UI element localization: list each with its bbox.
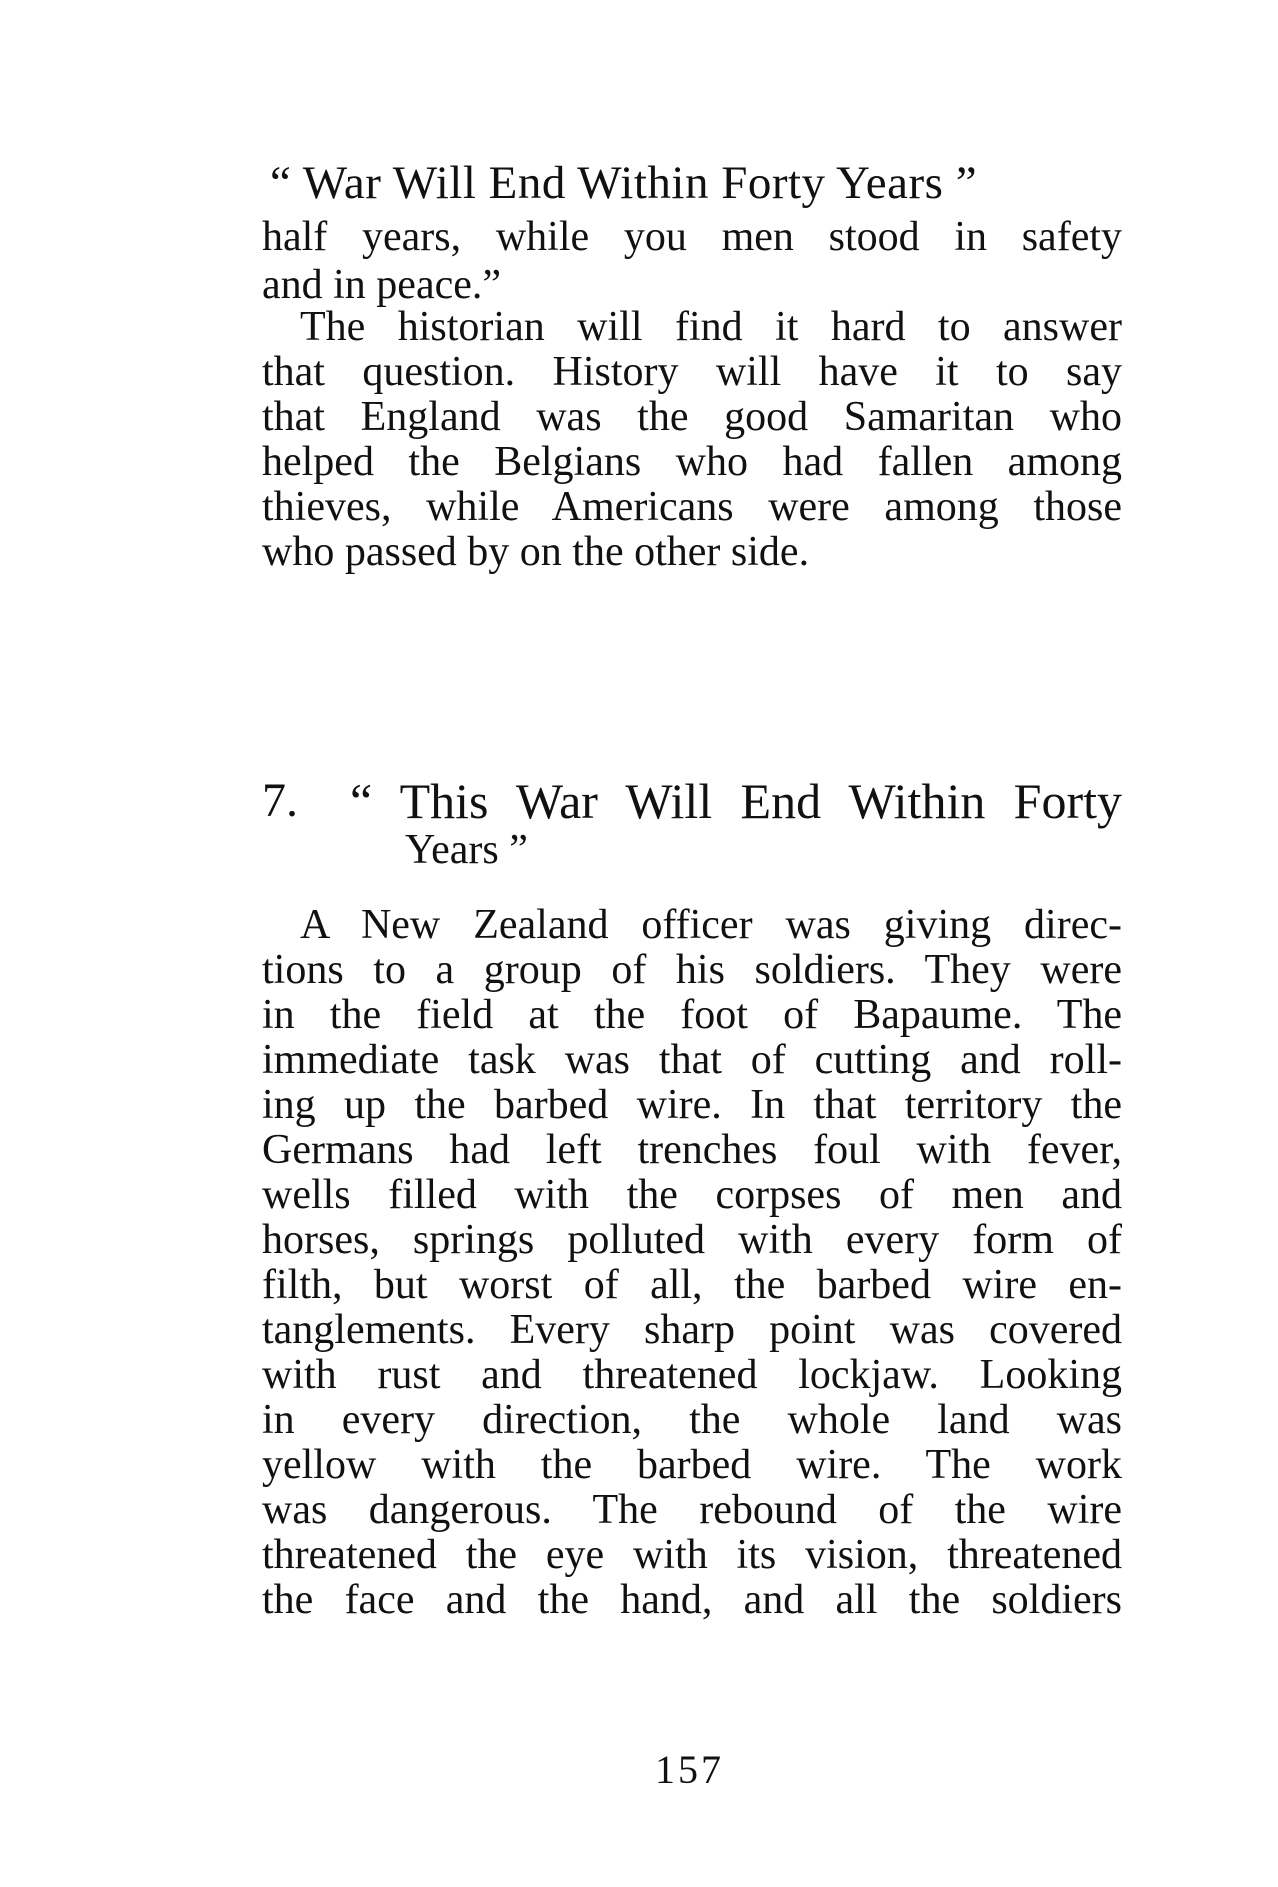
text-line: that England was the good Samaritan who [262, 394, 1122, 440]
text-line: with rust and threatened lockjaw. Looking [262, 1352, 1122, 1398]
text-line: thieves, while Americans were among those [262, 484, 1122, 530]
text-line: The historian will find it hard to answer [300, 304, 1122, 350]
page-number: 157 [655, 1747, 724, 1792]
text-line: was dangerous. The rebound of the wire [262, 1487, 1122, 1533]
text-line: and in peace.” [262, 262, 502, 308]
text-line: ing up the barbed wire. In that territory the [262, 1082, 1122, 1128]
text-line: helped the Belgians who had fallen among [262, 439, 1122, 485]
text-line: tanglements. Every sharp point was covered [262, 1307, 1122, 1353]
section-title: “ This War Will End Within Forty [350, 773, 1122, 829]
text-line: threatened the eye with its vision, threatened [262, 1532, 1122, 1578]
text-line: filth, but worst of all, the barbed wire en- [262, 1262, 1122, 1308]
text-line: the face and the hand, and all the soldiers [262, 1577, 1122, 1623]
text-line: yellow with the barbed wire. The work [262, 1442, 1122, 1488]
section-number: 7. [262, 774, 298, 827]
text-line: in every direction, the whole land was [262, 1397, 1122, 1443]
text-line: in the field at the foot of Bapaume. The [262, 992, 1122, 1038]
text-line: immediate task was that of cutting and roll- [262, 1037, 1122, 1083]
text-line: wells filled with the corpses of men and [262, 1172, 1122, 1218]
running-head: “ War Will End Within Forty Years ” [270, 157, 978, 209]
text-line: tions to a group of his soldiers. They were [262, 947, 1122, 993]
text-line: who passed by on the other side. [262, 529, 810, 575]
text-line: Germans had left trenches foul with fever, [262, 1127, 1122, 1173]
text-line: half years, while you men stood in safety [262, 214, 1122, 260]
text-line: that question. History will have it to say [262, 349, 1122, 395]
text-line: horses, springs polluted with every form of [262, 1217, 1122, 1263]
section-title-continued: Years ” [405, 827, 528, 873]
text-line: A New Zealand officer was giving direc- [300, 902, 1122, 948]
